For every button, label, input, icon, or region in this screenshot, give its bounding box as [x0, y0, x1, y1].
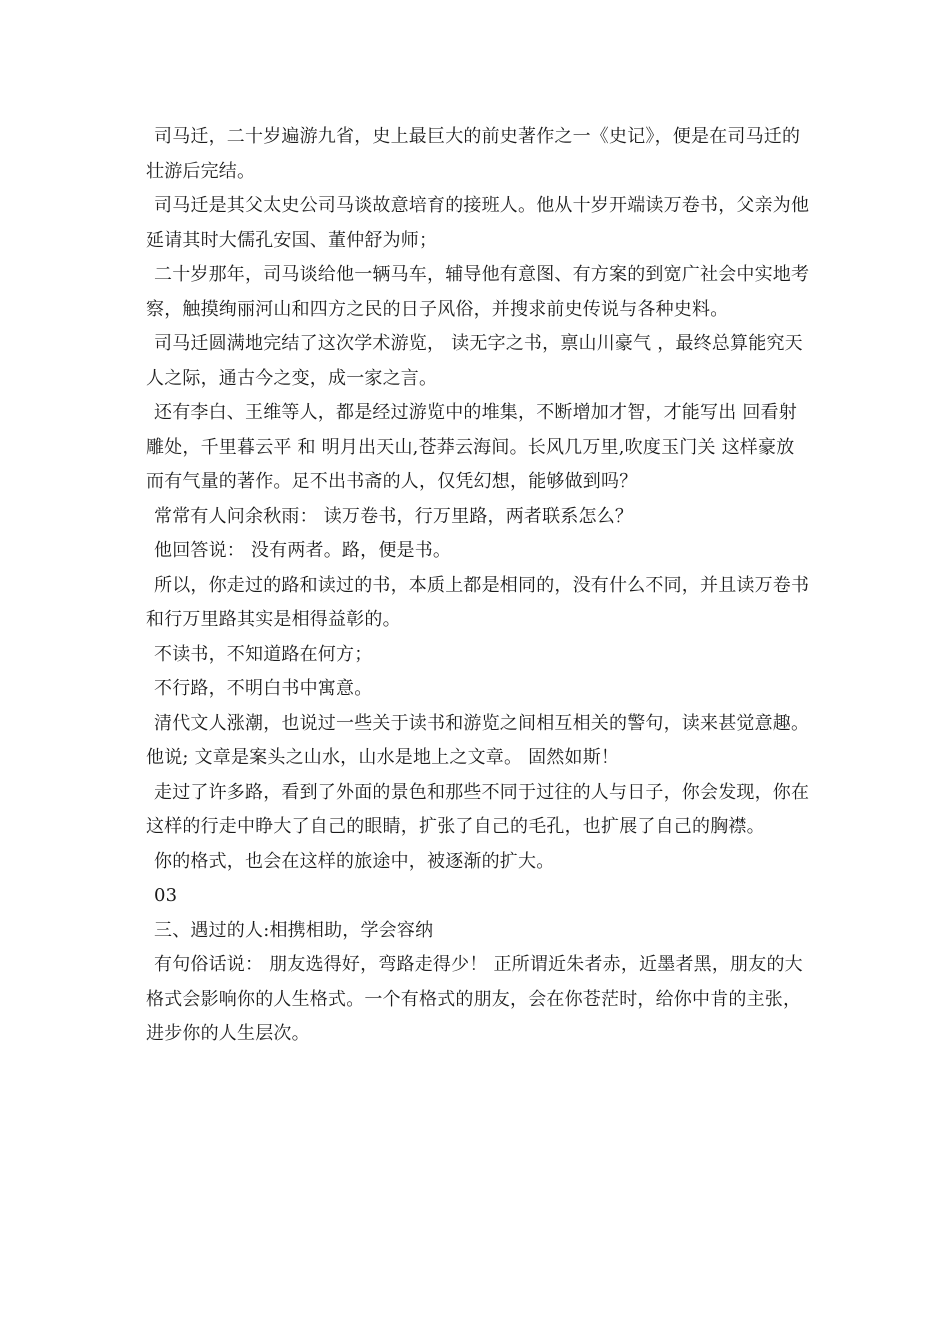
paragraph: 常常有人问余秋雨： 读万卷书，行万里路，两者联系怎么？ — [154, 505, 634, 527]
paragraph: 还有李白、王维等人，都是经过游览中的堆集，不断增加才智，才能写出 回看射雕处，千里暮云平 和 明月出天山,苍莽云海间。长风几万里,吹度玉门关 这样豪放而有气量的著作。足不出书斋的人，仅凭幻想，能够做到吗？ — [146, 402, 797, 492]
paragraph: 不行路，不明白书中寓意。 — [154, 678, 373, 699]
paragraph: 司马迁，二十岁遍游九省，史上最巨大的前史著作之一《史记》，便是在司马迁的壮游后完结。 — [146, 126, 801, 182]
paragraph: 有句俗话说： 朋友选得好，弯路走得少！ 正所谓近朱者赤，近墨者黑，朋友的大格式会影响你的人生格式。一个有格式的朋友，会在你苍茫时，给你中肯的主张，进步你的人生层次。 — [146, 954, 803, 1044]
paragraph: 你的格式，也会在这样的旅途中，被逐渐的扩大。 — [154, 850, 555, 872]
paragraph: 司马迁圆满地完结了这次学术游览， 读无字之书，禀山川豪气 ，最终总算能究天人之际，通古今之变，成一家之言。 — [146, 333, 803, 389]
paragraph: 他回答说： 没有两者。路，便是书。 — [154, 540, 452, 561]
paragraph: 清代文人涨潮，也说过一些关于读书和游览之间相互相关的警句，读来甚觉意趣。他说; 文章是案头之山水，山水是地上之文章。 固然如斯！ — [146, 712, 810, 768]
paragraph: 所以，你走过的路和读过的书，本质上都是相同的，没有什么不同，并且读万卷书和行万里路其实是相得益彰的。 — [146, 574, 810, 630]
section-number: 03 — [154, 885, 178, 906]
section-heading: 三、遇过的人:相携相助，学会容纳 — [154, 919, 434, 941]
paragraph: 司马迁是其父太史公司马谈故意培育的接班人。他从十岁开端读万卷书，父亲为他延请其时大儒孔安国、董仲舒为师； — [146, 195, 810, 251]
article-body — [146, 120, 812, 1052]
paragraph: 不读书，不知道路在何方； — [154, 643, 373, 665]
paragraph: 二十岁那年，司马谈给他一辆马车，辅导他有意图、有方案的到宽广社会中实地考察，触摸绚丽河山和四方之民的日子风俗，并搜求前史传说与各种史料。 — [146, 264, 810, 320]
paragraph: 走过了许多路，看到了外面的景色和那些不同于过往的人与日子，你会发现，你在这样的行走中睁大了自己的眼睛，扩张了自己的毛孔，也扩展了自己的胸襟。 — [146, 781, 810, 837]
